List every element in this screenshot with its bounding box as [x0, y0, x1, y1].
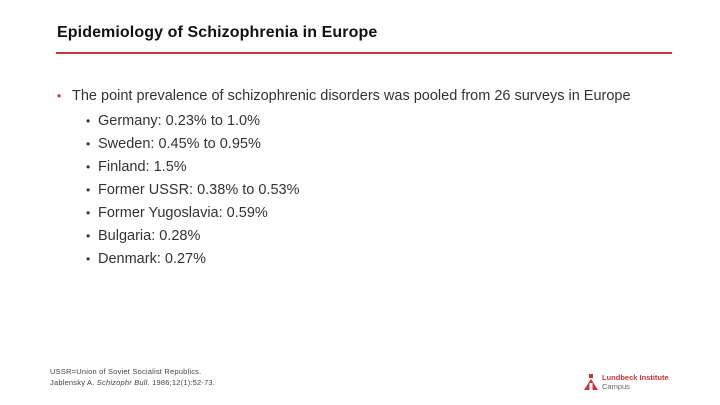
logo-line-2: Campus	[602, 382, 630, 391]
bullet-dot: •	[86, 137, 91, 151]
footnote-abbreviation: USSR=Union of Soviet Socialist Republics.	[50, 367, 202, 376]
country-list	[57, 110, 657, 271]
bullet-dot: •	[86, 160, 91, 174]
lundbeck-logo	[584, 373, 669, 393]
title-divider	[56, 52, 672, 54]
list-item	[86, 225, 657, 248]
list-item-text: Sweden: 0.45% to 0.95%	[98, 136, 261, 152]
bullet-dot: •	[86, 183, 91, 197]
footnote	[50, 366, 215, 388]
footnote-reference	[50, 377, 215, 388]
main-bullet-text: The point prevalence of schizophrenic disorders was pooled from 26 surveys in Europe	[72, 88, 631, 104]
bullet-dot: •	[86, 206, 91, 220]
list-item-text: Germany: 0.23% to 1.0%	[98, 113, 260, 129]
list-item-text: Former Yugoslavia: 0.59%	[98, 205, 268, 221]
list-item-text: Bulgaria: 0.28%	[98, 228, 201, 244]
lundbeck-logo-icon	[584, 374, 598, 390]
list-item-text: Finland: 1.5%	[98, 159, 187, 175]
bullet-dot: •	[86, 229, 91, 243]
bullet-dot: •	[86, 114, 91, 128]
list-item	[86, 202, 657, 225]
logo-line-1: Lundbeck Institute	[602, 373, 669, 382]
reference-author: Jablensky A.	[50, 378, 97, 387]
list-item	[86, 179, 657, 202]
reference-journal: Schizophr Bull.	[96, 378, 150, 387]
bullet-dot: •	[57, 89, 62, 103]
reference-details: 1986;12(1):52-73.	[149, 378, 216, 387]
list-item-text: Former USSR: 0.38% to 0.53%	[98, 182, 300, 198]
list-item	[86, 248, 657, 271]
list-item-text: Denmark: 0.27%	[98, 251, 206, 267]
list-item	[86, 110, 657, 133]
slide-content	[57, 85, 657, 271]
list-item	[86, 156, 657, 179]
main-bullet	[57, 85, 657, 108]
bullet-dot: •	[86, 252, 91, 266]
slide-title: Epidemiology of Schizophrenia in Europe	[57, 24, 378, 41]
list-item	[86, 133, 657, 156]
